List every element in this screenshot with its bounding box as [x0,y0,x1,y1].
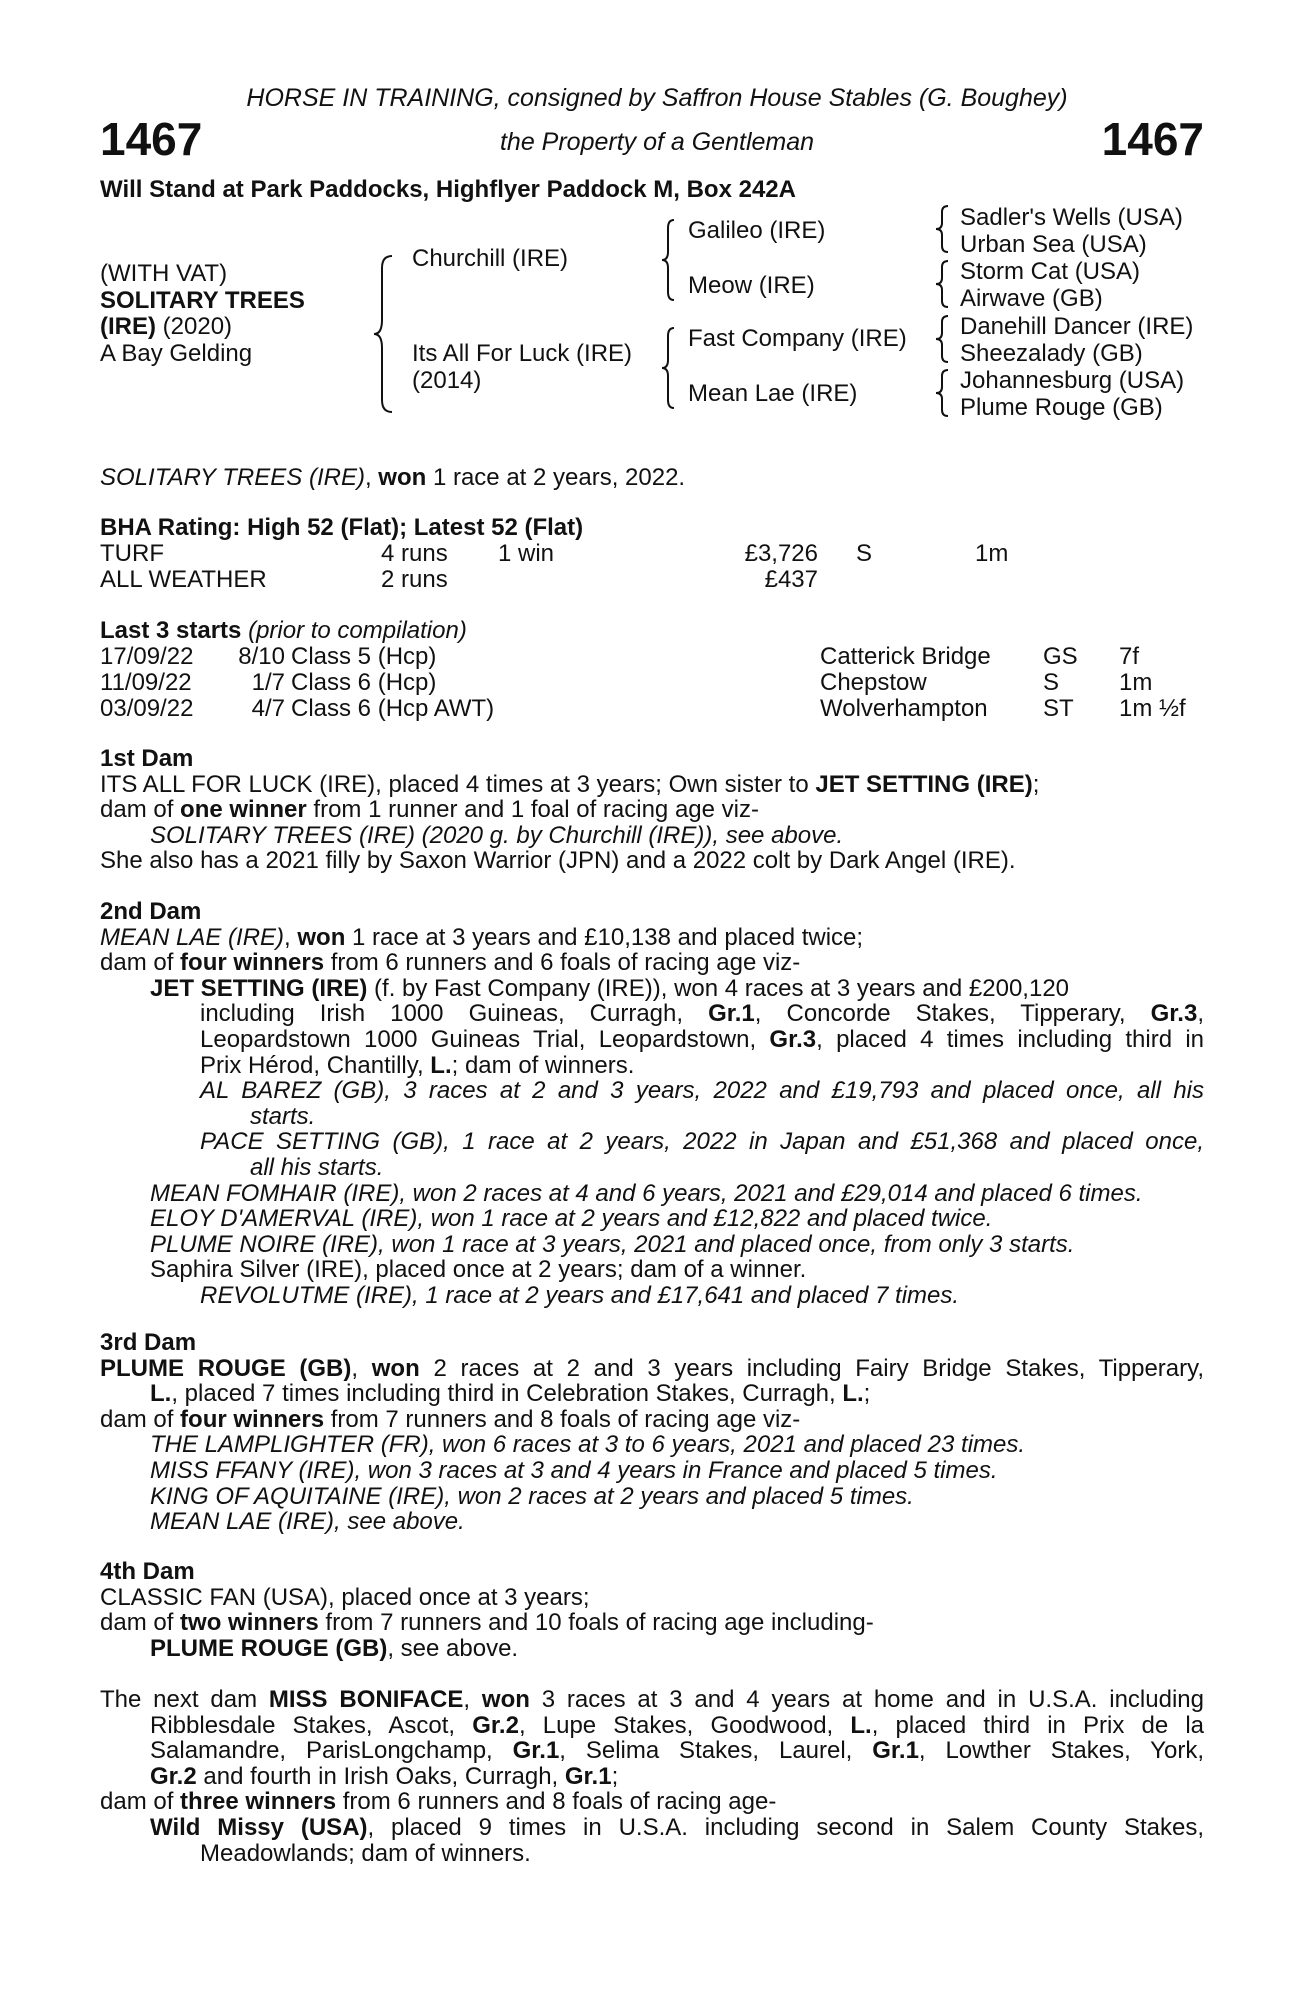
dam-line [100,950,1204,976]
horse-description: A Bay Gelding [100,340,253,367]
produce-line [100,1001,1204,1027]
property-line: the Property of a Gentleman [499,128,815,156]
lot-number-right: 1467 [1101,113,1204,165]
horse-country: (IRE) [100,313,156,340]
start-course: Wolverhampton [820,695,988,722]
pedigree-brace-dd [934,368,950,418]
text: won [371,1354,420,1382]
dam-dam: Mean Lae (IRE) [688,380,858,407]
text: won [297,923,346,951]
section-title: 1st Dam [100,745,194,772]
text: The next dam [100,1686,269,1713]
text: (f. by Fast Company (IRE)), won 4 races at 3 years and £200,120 [367,974,1070,1002]
text: , 1 race at 2 years, 2022 in Japan and £51,368 and placed once, [443,1128,1204,1156]
sdd: Airwave (GB) [960,285,1103,312]
sire: Churchill (IRE) [412,245,569,272]
text: THE LAMPLIGHTER (FR) [150,1431,429,1459]
text: two winners [180,1609,319,1637]
text: , see above. [334,1508,465,1536]
dam-line [100,1356,1204,1382]
pedigree-brace-main [372,254,394,414]
produce-line: Saphira Silver (IRE), placed once at 2 years; dam of a winner. [150,1256,807,1284]
rating-wins: 1 win [498,540,555,567]
text: Gr.1 [512,1737,560,1765]
pedigree-brace-sire [660,218,676,302]
text: Gr.1 [872,1737,919,1765]
start-dist: 1m [1119,669,1153,696]
section-title: 3rd Dam [100,1329,197,1356]
text: ; dam of winners. [451,1051,635,1079]
dam: Its All For Luck (IRE) [412,340,633,367]
pedigree-brace-sd [934,259,950,309]
consignor-line: HORSE IN TRAINING, consigned by Saffron House Stables (G. Boughey) [246,84,1068,112]
produce-line [100,1027,1204,1053]
text: Leopardstown 1000 Guineas Trial, Leopardstown, [200,1025,770,1053]
text: including Irish 1000 Guineas, Curragh, [200,1000,709,1028]
next-dam [100,1687,1204,1866]
text: MEAN LAE (IRE) [100,923,285,951]
text: L. [842,1380,864,1408]
text: , [1197,1000,1204,1028]
text: won [481,1686,530,1713]
produce-line [100,1104,1204,1130]
text: , won 2 races at 4 and 6 years, 2021 and £29,014 and placed 6 times. [399,1179,1143,1207]
text: , placed 9 times in U.S.A. including second in Salem County Stakes, [367,1813,1204,1841]
text: Gr.2 [150,1762,197,1790]
start-date: 11/09/22 [100,669,192,696]
text: ITS ALL FOR LUCK (IRE), placed 4 times at 3 years; Own sister to [100,770,816,798]
text: four winners [180,1405,325,1433]
summary-rest: 1 race at 2 years, 2022. [426,464,686,491]
dam-line [100,1789,1204,1815]
start-going: S [1043,669,1060,696]
text: dam of [100,796,181,824]
text: , [284,923,298,951]
produce-line [100,1129,1204,1155]
produce-line [100,1155,1204,1181]
dam-line [100,1610,1204,1636]
text: Gr.2 [472,1711,519,1739]
text: MEAN FOMHAIR (IRE) [150,1179,400,1207]
sire-dam: Meow (IRE) [688,272,815,299]
text: from 7 runners and 10 foals of racing age including- [318,1609,874,1637]
text: , won 2 races at 2 years and placed 5 times. [444,1482,914,1510]
pedigree-brace-ds [934,314,950,364]
dam-line [100,772,1204,798]
text: ELOY D'AMERVAL (IRE) [150,1205,418,1233]
text: 2 races at 2 and 3 years including Fairy Bridge Stakes, Tipperary, [419,1354,1205,1382]
start-course: Chepstow [820,669,927,696]
start-going: GS [1043,643,1078,670]
produce-line [100,1458,1204,1484]
start-course: Catterick Bridge [820,643,991,670]
dam-line [100,925,1204,951]
text: L. [430,1051,452,1079]
text: AL BAREZ (GB) [200,1077,385,1105]
stabling-line: Will Stand at Park Paddocks, Highflyer Paddock M, Box 242A [100,176,796,203]
produce-line [100,1181,1204,1207]
text: , placed 7 times including third in Celebration Stakes, Curragh, [171,1380,843,1408]
text: dam of [100,1609,181,1637]
pedigree-brace-dam [660,326,676,410]
text: MISS BONIFACE [268,1686,464,1713]
produce-line [100,1053,1204,1079]
rating-runs: 2 runs [381,566,448,593]
dam-line [100,1381,1204,1407]
text: 1 race at 3 years and £10,138 and placed twice; [345,923,864,951]
lot-number-left: 1467 [100,113,203,165]
produce-line [100,976,1204,1002]
start-row [100,670,1200,696]
summary-sep: , [364,464,379,491]
last-starts-title-bold: Last 3 starts [100,617,242,644]
rating-runs: 4 runs [381,540,448,567]
text: , Lupe Stakes, Goodwood, [518,1711,851,1739]
text: from 6 runners and 8 foals of racing age- [336,1788,777,1816]
rating-row [100,567,1200,593]
rating-row [100,541,1200,567]
rating-surface: ALL WEATHER [100,566,267,593]
start-pos: 1/7 [251,669,285,696]
race-summary [100,465,685,491]
text: dam of [100,1405,181,1433]
dam-line [100,1764,1204,1790]
start-row [100,644,1200,670]
summary-won: won [378,464,427,491]
text: PLUME ROUGE (GB) [100,1354,352,1382]
first-dam [100,746,1204,874]
horse-name-line2 [100,314,232,340]
produce-line [100,1283,1204,1309]
start-going: ST [1043,695,1074,722]
text: , placed 4 times including third in [816,1025,1205,1053]
vat-label: (WITH VAT) [100,260,228,287]
section-title: 2nd Dam [100,898,202,925]
produce-line [100,1206,1204,1232]
text: Gr.1 [708,1000,755,1028]
rating-dist: 1m [975,540,1009,567]
text: starts. [250,1102,316,1130]
start-pos: 8/10 [238,643,285,670]
rating-title: BHA Rating: High 52 (Flat); Latest 52 (Flat) [100,514,584,541]
text: dam of [100,1788,181,1816]
text: Gr.1 [564,1762,612,1790]
last-starts-title-note: (prior to compilation) [241,617,467,644]
text: L. [150,1380,172,1408]
pedigree-brace-ss [934,204,950,254]
text: , won 3 races at 3 and 4 years in France and placed 5 times. [354,1456,998,1484]
dds: Johannesburg (USA) [960,367,1185,394]
text: ; [611,1762,619,1790]
dam-line [100,1407,1204,1433]
dsd: Sheezalady (GB) [960,340,1143,367]
produce-line [100,1232,1204,1258]
text: ; [863,1380,871,1408]
text: , [463,1686,482,1713]
text: , 3 races at 2 and 3 years, 2022 and £19,793 and placed once, all his [384,1077,1205,1105]
produce-line [100,1636,1204,1662]
text: (IRE) (2020 g. by Churchill (IRE)), see above. [352,821,844,849]
text: MISS FFANY (IRE) [150,1456,355,1484]
text: Gr.3 [1150,1000,1198,1028]
rating-surface: TURF [100,540,164,567]
text: , 1 race at 2 years and £17,641 and placed 7 times. [412,1281,960,1309]
text: PLUME ROUGE (GB) [150,1634,388,1662]
text: from 6 runners and 6 foals of racing age viz- [324,949,801,977]
start-class: Class 6 (Hcp AWT) [291,695,495,722]
text: , won 1 race at 2 years and £12,822 and placed twice. [417,1205,993,1233]
start-pos: 4/7 [251,695,285,722]
rating-going: S [856,540,873,567]
start-dist: 1m ½f [1119,695,1186,722]
text: and fourth in Irish Oaks, Curragh, [196,1762,565,1790]
start-class: Class 5 (Hcp) [291,643,437,670]
ddd: Plume Rouge (GB) [960,394,1163,421]
dam-line [100,1738,1204,1764]
dam-line: She also has a 2021 filly by Saxon Warrior (JPN) and a 2022 colt by Dark Angel (IRE). [100,847,1016,875]
dam-line [100,797,1204,823]
text: one winner [180,796,307,824]
text: Salamandre, ParisLongchamp, [150,1737,513,1765]
text: dam of [100,949,181,977]
third-dam [100,1330,1204,1535]
second-dam [100,899,1204,1309]
text: , [351,1354,372,1382]
text: , see above. [387,1634,519,1662]
text: , won 6 races at 3 to 6 years, 2021 and placed 23 times. [428,1431,1026,1459]
text: , Concorde Stakes, Tipperary, [754,1000,1151,1028]
text: PLUME NOIRE (IRE) [150,1230,379,1258]
text: ; [1032,770,1040,798]
text: , placed third in Prix de la [871,1711,1205,1739]
text: MEAN LAE (IRE) [150,1508,335,1536]
text: KING OF AQUITAINE (IRE) [150,1482,445,1510]
text: JET SETTING (IRE) [150,974,368,1002]
produce-line [100,823,1204,849]
rating-prize: £437 [764,566,818,593]
dam-year: (2014) [412,367,482,394]
text: Prix Hérod, Chantilly, [200,1051,431,1079]
text: three winners [180,1788,337,1816]
text: 3 races at 3 and 4 years at home and in U.S.A. including [529,1686,1204,1713]
summary-name: SOLITARY TREES (IRE) [100,464,365,491]
sire-sire: Galileo (IRE) [688,217,826,244]
section-title: 4th Dam [100,1558,195,1585]
text: SOLITARY TREES [150,821,353,849]
dam-sire: Fast Company (IRE) [688,325,907,352]
text: four winners [180,949,325,977]
ssd: Urban Sea (USA) [960,231,1147,258]
start-date: 03/09/22 [100,695,194,722]
start-date: 17/09/22 [100,643,194,670]
text: JET SETTING (IRE) [815,770,1033,798]
fourth-dam [100,1559,1204,1661]
rating-prize: £3,726 [744,540,818,567]
produce-line: Meadowlands; dam of winners. [200,1839,531,1867]
dss: Danehill Dancer (IRE) [960,313,1194,340]
start-dist: 7f [1119,643,1140,670]
produce-line [100,1815,1204,1841]
text: , Selima Stakes, Laurel, [559,1737,873,1765]
horse-year: (2020) [156,313,233,340]
text: Ribblesdale Stakes, Ascot, [150,1711,473,1739]
text: all his starts. [250,1153,384,1181]
text: Gr.3 [769,1025,817,1053]
dam-line [100,1713,1204,1739]
text: from 1 runner and 1 foal of racing age viz- [306,796,759,824]
horse-name: SOLITARY TREES [100,287,305,314]
dam-line [100,1687,1204,1713]
text: Wild Missy (USA) [150,1813,368,1841]
text: REVOLUTME (IRE) [200,1281,413,1309]
produce-line [100,1432,1204,1458]
sds: Storm Cat (USA) [960,258,1141,285]
start-class: Class 6 (Hcp) [291,669,437,696]
text: L. [850,1711,872,1739]
text: from 7 runners and 8 foals of racing age viz- [324,1405,801,1433]
sss: Sadler's Wells (USA) [960,204,1183,231]
last-starts-title [100,618,467,644]
produce-line [100,1078,1204,1104]
text: , won 1 race at 3 years, 2021 and placed once, from only 3 starts. [378,1230,1075,1258]
start-row [100,696,1200,722]
produce-line [100,1484,1204,1510]
text: , Lowther Stakes, York, [918,1737,1204,1765]
text: PACE SETTING (GB) [200,1128,444,1156]
dam-line: CLASSIC FAN (USA), placed once at 3 years; [100,1583,590,1611]
produce-line [100,1509,1204,1535]
